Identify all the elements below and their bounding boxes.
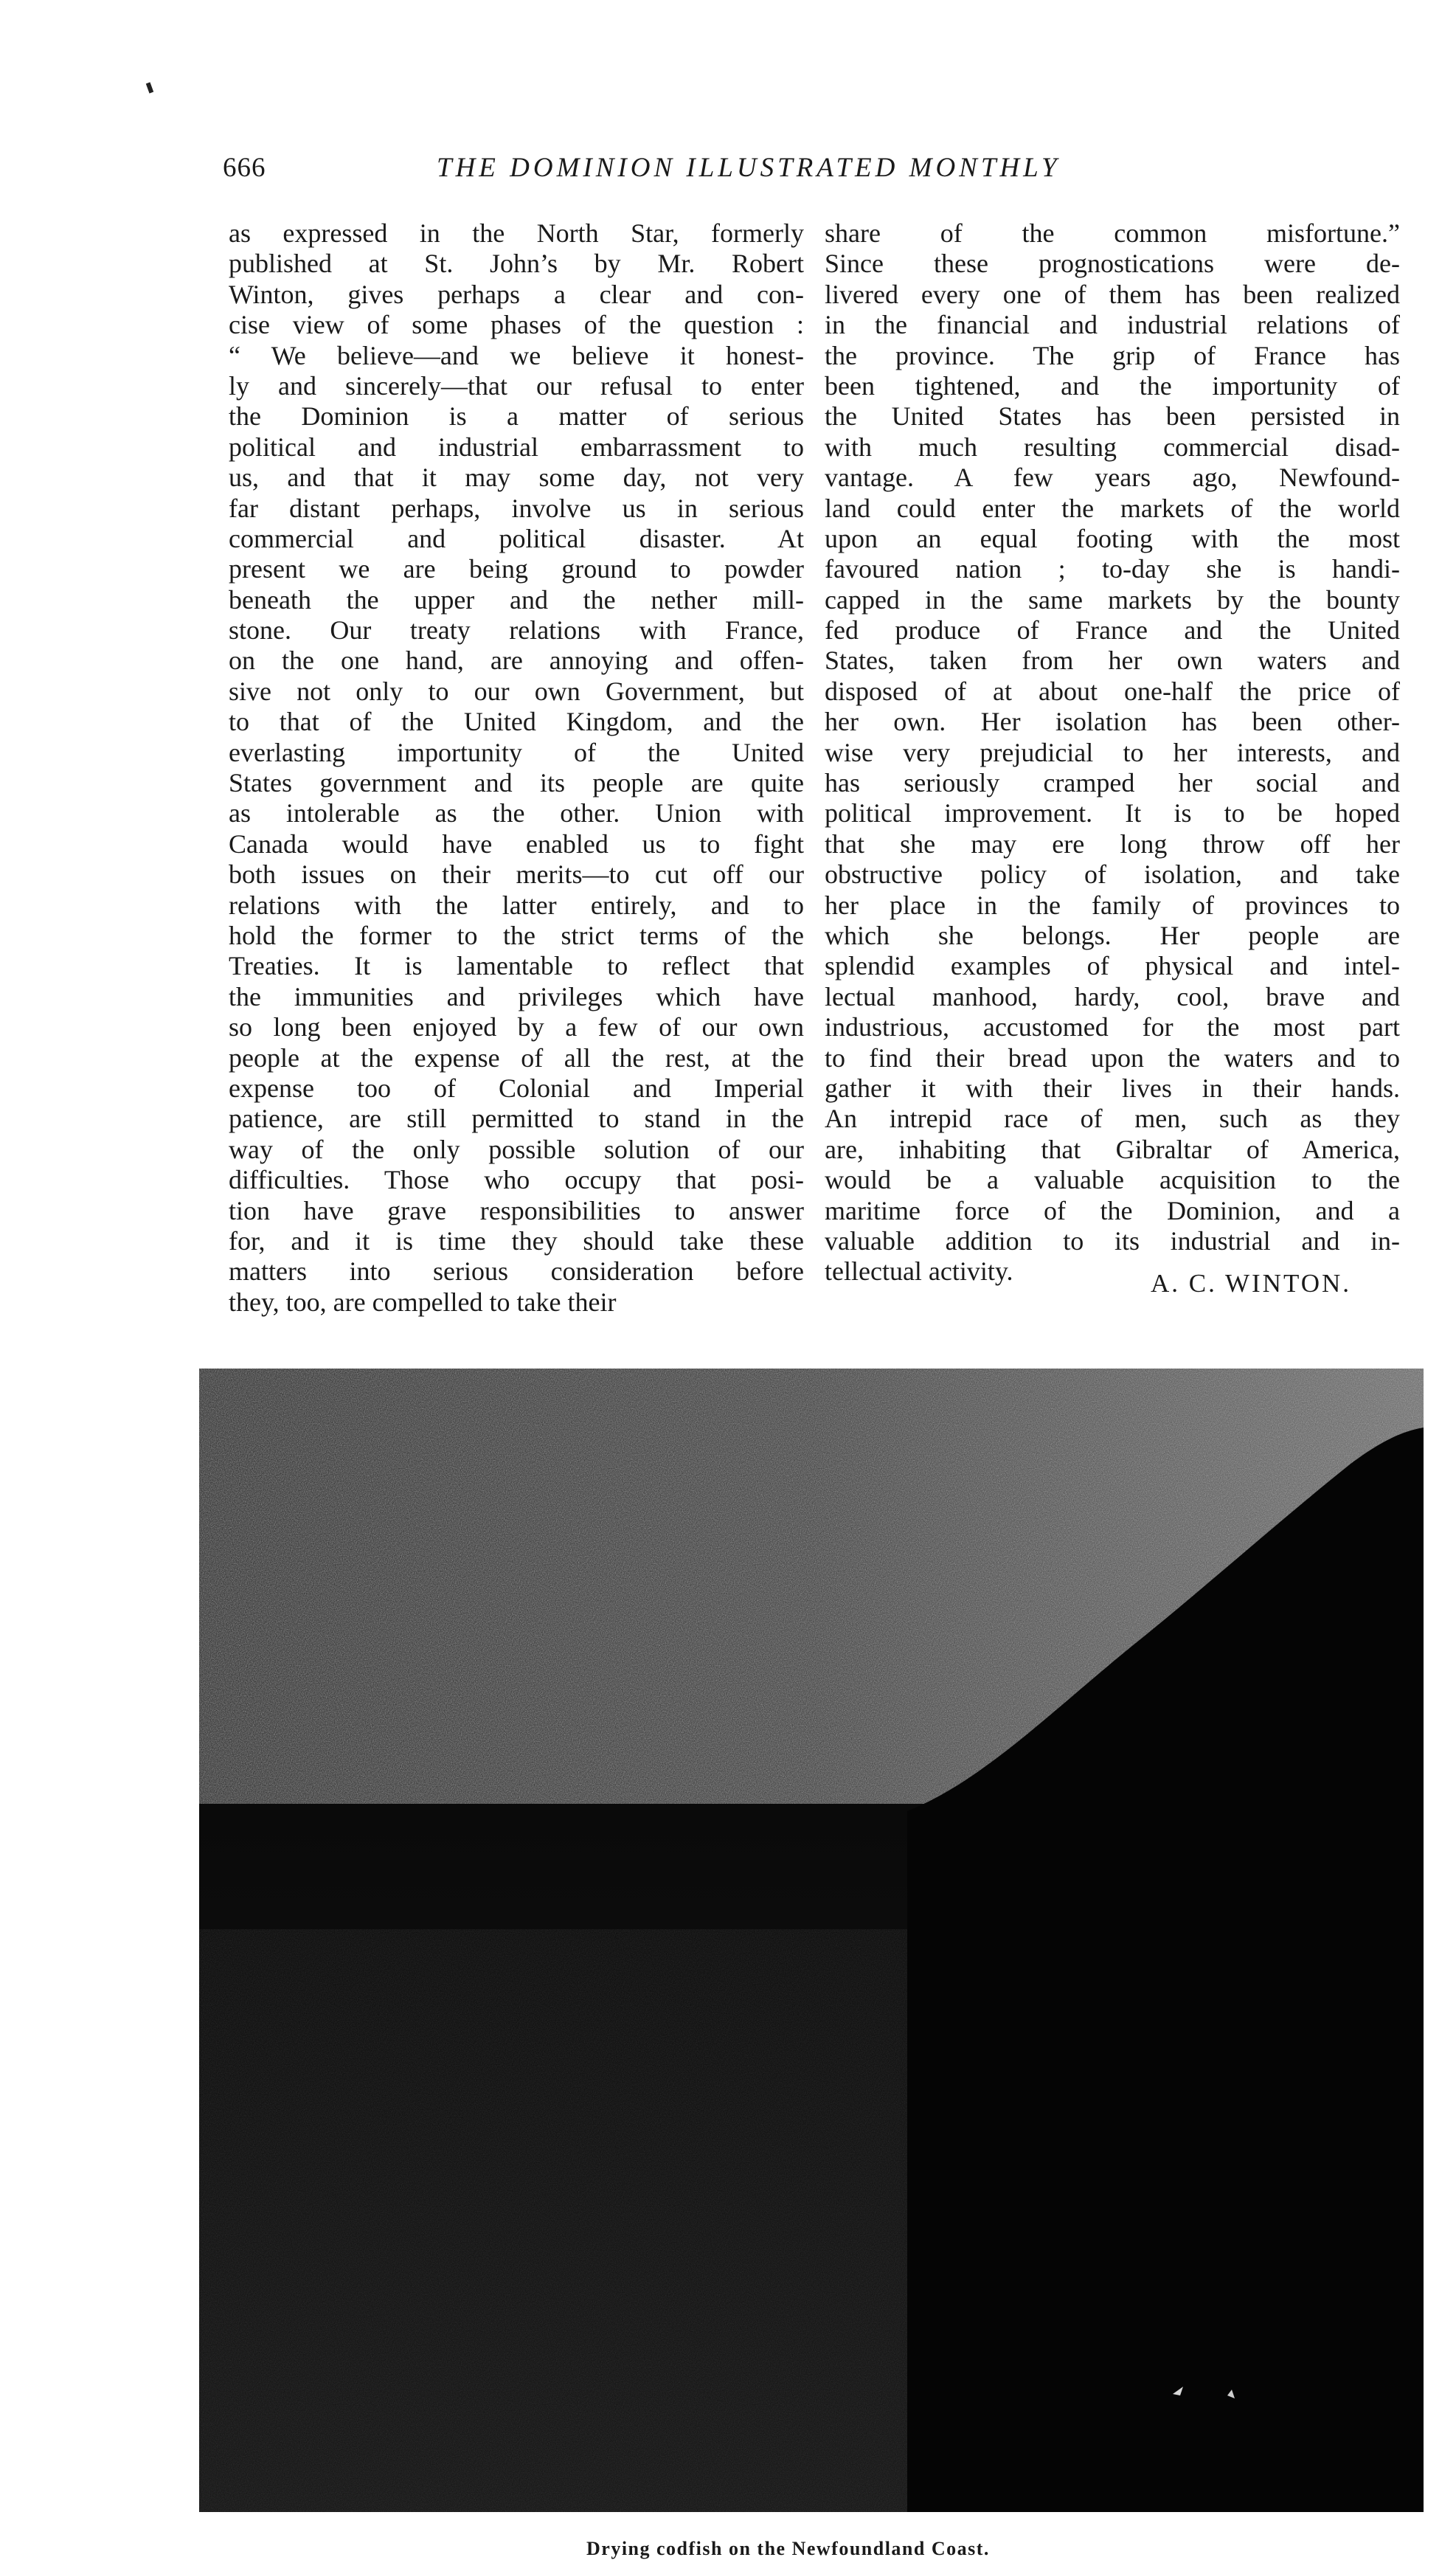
text-line: everlasting importunity of the United xyxy=(229,737,804,767)
text-line: livered every one of them has been realized xyxy=(825,279,1400,309)
text-line: matters into serious consideration before xyxy=(229,1256,804,1287)
text-line: Winton, gives perhaps a clear and con- xyxy=(229,279,804,309)
text-line: splendid examples of physical and intel- xyxy=(825,951,1400,981)
text-line: people at the expense of all the rest, at the xyxy=(229,1042,804,1073)
text-line: cise view of some phases of the question : xyxy=(229,310,804,340)
text-line: as expressed in the North Star, formerly xyxy=(229,218,804,248)
text-line: difficulties. Those who occupy that posi- xyxy=(229,1165,804,1195)
text-line: industrious, accustomed for the most part xyxy=(825,1012,1400,1042)
text-line: political improvement. It is to be hoped xyxy=(825,798,1400,828)
text-line: would be a valuable acquisition to the xyxy=(825,1165,1400,1195)
text-line: capped in the same markets by the bounty xyxy=(825,584,1400,615)
text-line: sive not only to our own Government, but xyxy=(229,676,804,706)
text-line: with much resulting commercial disad- xyxy=(825,432,1400,462)
text-line: An intrepid race of men, such as they xyxy=(825,1104,1400,1134)
text-line: in the financial and industrial relations of xyxy=(825,310,1400,340)
text-line: way of the only possible solution of our xyxy=(229,1134,804,1164)
text-line: political and industrial embarrassment to xyxy=(229,432,804,462)
text-line: tellectual activity. xyxy=(825,1256,1013,1287)
text-line: her place in the family of provinces to xyxy=(825,890,1400,920)
text-line: wise very prejudicial to her interests, and xyxy=(825,737,1400,767)
text-line: patience, are still permitted to stand in the xyxy=(229,1104,804,1134)
text-line: to that of the United Kingdom, and the xyxy=(229,707,804,737)
text-line: relations with the latter entirely, and to xyxy=(229,890,804,920)
text-line: gather it with their lives in their hands. xyxy=(825,1073,1400,1103)
text-line: beneath the upper and the nether mill- xyxy=(229,584,804,615)
text-line: that she may ere long throw off her xyxy=(825,828,1400,859)
margin-mark xyxy=(146,82,153,93)
text-line: as intolerable as the other. Union with xyxy=(229,798,804,828)
text-line: far distant perhaps, involve us in serious xyxy=(229,493,804,523)
text-line: “ We believe—and we believe it honest- xyxy=(229,340,804,370)
text-line: States, taken from her own waters and xyxy=(825,646,1400,676)
text-line: fed produce of France and the United xyxy=(825,615,1400,646)
text-line: the immunities and privileges which have xyxy=(229,981,804,1011)
page-number: 666 xyxy=(223,153,266,183)
text-line: lectual manhood, hardy, cool, brave and xyxy=(825,981,1400,1011)
text-line: vantage. A few years ago, Newfound- xyxy=(825,463,1400,493)
text-line: so long been enjoyed by a few of our own xyxy=(229,1012,804,1042)
text-line: us, and that it may some day, not very xyxy=(229,463,804,493)
text-line: upon an equal footing with the most xyxy=(825,523,1400,553)
text-line: to find their bread upon the waters and to xyxy=(825,1042,1400,1073)
text-line: are, inhabiting that Gibraltar of America, xyxy=(825,1134,1400,1164)
text-line: tion have grave responsibilities to answer xyxy=(229,1195,804,1225)
text-line: the Dominion is a matter of serious xyxy=(229,401,804,432)
text-line: hold the former to the strict terms of the xyxy=(229,920,804,950)
text-line: commercial and political disaster. At xyxy=(229,523,804,553)
text-line: has seriously cramped her social and xyxy=(825,768,1400,798)
text-line: the United States has been persisted in xyxy=(825,401,1400,432)
running-title: THE DOMINION ILLUSTRATED MONTHLY xyxy=(437,153,1061,183)
text-line: share of the common misfortune.” xyxy=(825,218,1400,248)
text-line: published at St. John’s by Mr. Robert xyxy=(229,249,804,279)
text-line: Since these prognostications were de- xyxy=(825,249,1400,279)
text-line: valuable addition to its industrial and in- xyxy=(825,1225,1400,1256)
text-line: her own. Her isolation has been other- xyxy=(825,707,1400,737)
text-line: disposed of at about one-half the price of xyxy=(825,676,1400,706)
text-line: ly and sincerely—that our refusal to enter xyxy=(229,370,804,401)
left-text-column xyxy=(229,218,804,1318)
page-header xyxy=(223,152,1388,196)
coast-photograph xyxy=(199,1369,1424,2512)
text-line: obstructive policy of isolation, and take xyxy=(825,859,1400,890)
text-line: Treaties. It is lamentable to reflect that xyxy=(229,951,804,981)
text-line: stone. Our treaty relations with France, xyxy=(229,615,804,646)
text-line: favoured nation ; to-day she is handi- xyxy=(825,554,1400,584)
author-signature: A. C. WINTON. xyxy=(1151,1269,1352,1298)
figure-caption: Drying codfish on the Newfoundland Coast. xyxy=(586,2538,990,2559)
photo-figure xyxy=(199,1369,1424,2559)
text-line: land could enter the markets of the world xyxy=(825,493,1400,523)
text-line: for, and it is time they should take these xyxy=(229,1225,804,1256)
right-text-column xyxy=(825,218,1400,1287)
text-line: both issues on their merits—to cut off our xyxy=(229,859,804,890)
text-line: present we are being ground to powder xyxy=(229,554,804,584)
text-line: the province. The grip of France has xyxy=(825,340,1400,370)
text-line: which she belongs. Her people are xyxy=(825,920,1400,950)
text-line: States government and its people are quite xyxy=(229,768,804,798)
text-line: they, too, are compelled to take their xyxy=(229,1287,617,1317)
text-line: Canada would have enabled us to fight xyxy=(229,828,804,859)
text-line: expense too of Colonial and Imperial xyxy=(229,1073,804,1103)
text-line: been tightened, and the importunity of xyxy=(825,370,1400,401)
text-line: maritime force of the Dominion, and a xyxy=(825,1195,1400,1225)
text-line: on the one hand, are annoying and offen- xyxy=(229,646,804,676)
